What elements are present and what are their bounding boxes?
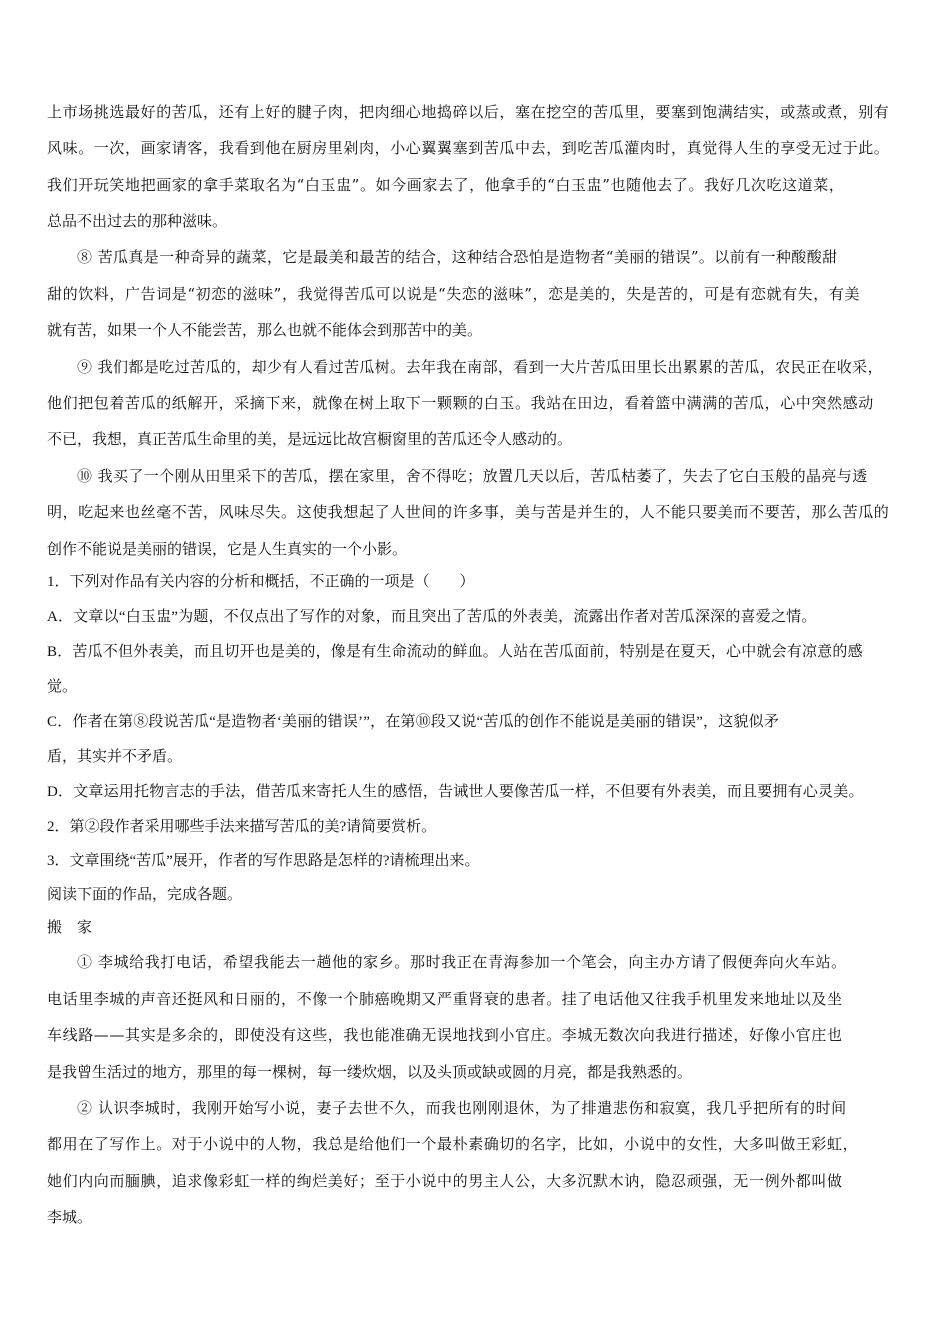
paragraph-7-line: 上市场挑选最好的苦瓜，还有上好的腱子肉，把肉细心地捣碎以后，塞在挖空的苦瓜里，要塞到饱满结实，或蒸或煮，别有 xyxy=(47,103,890,121)
article-paragraph-2-line: 都用在了写作上。对于小说中的人物，我总是给他们一个最朴素确切的名字，比如，小说中的女性，大多叫做王彩虹， xyxy=(47,1135,859,1153)
question-1-option-c-cont: 盾，其实并不矛盾。 xyxy=(47,749,183,765)
question-2: 2．第②段作者采用哪些手法来描写苦瓜的美?请简要赏析。 xyxy=(47,819,437,835)
question-1-option-b: B．苦瓜不但外表美，而且切开也是美的，像是有生命流动的鲜血。人站在苦瓜面前，特别是在夏天，心中就会有凉意的感 xyxy=(47,644,863,660)
paragraph-8-line: 就有苦，如果一个人不能尝苦，那么也就不能体会到那苦中的美。 xyxy=(47,321,483,339)
article-paragraph-2-line: ② 认识李城时，我刚开始写小说，妻子去世不久，而我也刚刚退休，为了排遣悲伤和寂寞，我几乎把所有的时间 xyxy=(77,1099,847,1117)
article-title: 搬 家 xyxy=(47,918,93,936)
paragraph-8-line: 甜的饮料，广告词是“初恋的滋味”，我觉得苦瓜可以说是“失恋的滋味”，恋是美的，失是苦的，可是有恋就有失，有美 xyxy=(47,285,861,303)
paragraph-9-line: ⑨ 我们都是吃过苦瓜的，却少有人看过苦瓜树。去年我在南部，看到一大片苦瓜田里长出累累的苦瓜，农民正在收采， xyxy=(77,358,883,376)
paragraph-10-line: 明，吃起来也丝毫不苦，风味尽失。这使我想起了人世间的许多事，美与苦是并生的，人不能只要美而不要苦，那么苦瓜的 xyxy=(47,503,890,521)
question-1-option-c: C．作者在第⑧段说苦瓜“是造物者‘美丽的错误’”，在第⑩段又说“苦瓜的创作不能说是美丽的错误”，这貌似矛 xyxy=(47,714,780,730)
article-paragraph-1-line: ① 李城给我打电话，希望我能去一趟他的家乡。那时我正在青海参加一个笔会，向主办方请了假便奔向火车站。 xyxy=(77,953,847,971)
paragraph-10-line: 创作不能说是美丽的错误，它是人生真实的一个小影。 xyxy=(47,540,408,558)
article-paragraph-1-line: 车线路——其实是多余的，即使没有这些，我也能准确无误地找到小官庄。李城无数次向我进行描述，好像小官庄也 xyxy=(47,1026,843,1044)
question-1-stem: 1．下列对作品有关内容的分析和概括，不正确的一项是（ ） xyxy=(47,574,475,590)
article-paragraph-2-line: 李城。 xyxy=(47,1208,93,1226)
paragraph-7-line: 我们开玩笑地把画家的拿手菜取名为“白玉盅”。如今画家去了，他拿手的“白玉盅”也随他去了。我好几次吃这道菜， xyxy=(47,176,845,194)
paragraph-9-line: 不已，我想，真正苦瓜生命里的美，是远远比故宫橱窗里的苦瓜还令人感动的。 xyxy=(47,430,573,448)
question-3: 3．文章围绕“苦瓜”展开，作者的写作思路是怎样的?请梳理出来。 xyxy=(47,853,480,869)
reading-instruction: 阅读下面的作品，完成各题。 xyxy=(47,887,243,903)
question-1-option-a: A．文章以“白玉盅”为题，不仅点出了写作的对象，而且突出了苦瓜的外表美，流露出作者对苦瓜深深的喜爱之情。 xyxy=(47,609,817,625)
paragraph-9-line: 他们把包着苦瓜的纸解开，采摘下来，就像在树上取下一颗颗的白玉。我站在田边，看着篮中满满的苦瓜，心中突然感动 xyxy=(47,394,874,412)
article-paragraph-1-line: 电话里李城的声音还挺风和日丽的，不像一个肺癌晚期又严重肾衰的患者。挂了电话他又往我手机里发来地址以及坐 xyxy=(47,990,843,1008)
paragraph-10-line: ⑩ 我买了一个刚从田里采下的苦瓜，摆在家里，舍不得吃；放置几天以后，苦瓜枯萎了，失去了它白玉般的晶亮与透 xyxy=(77,467,868,485)
paragraph-8-line: ⑧ 苦瓜真是一种奇异的蔬菜，它是最美和最苦的结合，这种结合恐怕是造物者“美丽的错误”。以前有一种酸酸甜 xyxy=(77,248,838,266)
paragraph-7-line: 总品不出过去的那种滋味。 xyxy=(47,212,228,230)
question-1-option-b-cont: 觉。 xyxy=(47,679,78,695)
article-paragraph-1-line: 是我曾生活过的地方，那里的每一棵树，每一缕炊烟，以及头顶或缺或圆的月亮，都是我熟悉的。 xyxy=(47,1063,693,1081)
question-1-option-d: D．文章运用托物言志的手法，借苦瓜来寄托人生的感悟，告诫世人要像苦瓜一样，不但要有外表美，而且要拥有心灵美。 xyxy=(47,784,864,800)
paragraph-7-line: 风味。一次，画家请客，我看到他在厨房里剁肉，小心翼翼塞到苦瓜中去，到吃苦瓜灌肉时，真觉得人生的享受无过于此。 xyxy=(47,139,890,157)
article-paragraph-2-line: 她们内向而腼腆，追求像彩虹一样的绚烂美好；至于小说中的男主人公，大多沉默木讷，隐忍顽强，无一例外都叫做 xyxy=(47,1172,843,1190)
